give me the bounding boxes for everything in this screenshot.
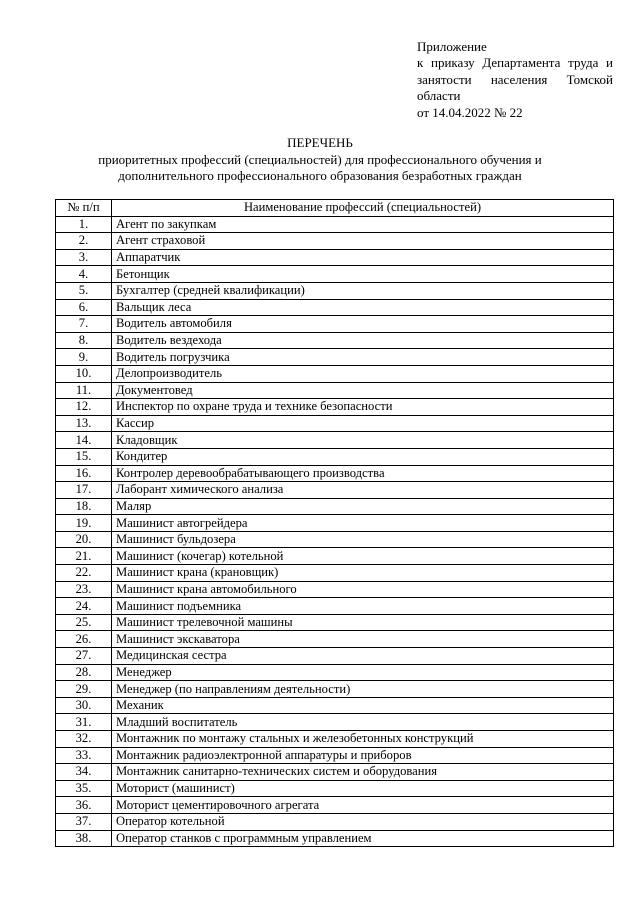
row-number: 34. [56, 764, 112, 781]
profession-name: Инспектор по охране труда и технике безопасности [112, 399, 614, 416]
header-number: № п/п [56, 200, 112, 217]
table-row [56, 216, 614, 233]
row-number: 3. [56, 249, 112, 266]
table-row [56, 515, 614, 532]
profession-name: Бухгалтер (средней квалификации) [112, 282, 614, 299]
profession-name: Менеджер [112, 664, 614, 681]
profession-name: Моторист цементировочного агрегата [112, 797, 614, 814]
row-number: 14. [56, 432, 112, 449]
row-number: 25. [56, 614, 112, 631]
row-number: 26. [56, 631, 112, 648]
row-number: 29. [56, 681, 112, 698]
profession-name: Маляр [112, 498, 614, 515]
table-row [56, 531, 614, 548]
table-row [56, 482, 614, 499]
row-number: 22. [56, 565, 112, 582]
table-row [56, 714, 614, 731]
profession-name: Монтажник по монтажу стальных и железобетонных конструкций [112, 731, 614, 748]
table-row [56, 382, 614, 399]
table-row [56, 266, 614, 283]
table-row [56, 648, 614, 665]
row-number: 38. [56, 830, 112, 847]
row-number: 32. [56, 731, 112, 748]
profession-name: Агент по закупкам [112, 216, 614, 233]
row-number: 4. [56, 266, 112, 283]
row-number: 1. [56, 216, 112, 233]
profession-name: Монтажник радиоэлектронной аппаратуры и приборов [112, 747, 614, 764]
row-number: 17. [56, 482, 112, 499]
row-number: 16. [56, 465, 112, 482]
table-row [56, 664, 614, 681]
row-number: 15. [56, 448, 112, 465]
profession-name: Механик [112, 697, 614, 714]
table-row [56, 598, 614, 615]
profession-name: Водитель автомобиля [112, 316, 614, 333]
table-row [56, 764, 614, 781]
table-row [56, 581, 614, 598]
row-number: 21. [56, 548, 112, 565]
appendix-department-line: занятости населения Томской [417, 71, 613, 87]
title-subtitle-line-1: приоритетных профессий (специальностей) для профессионального обучения и [98, 151, 542, 167]
row-number: 36. [56, 797, 112, 814]
row-number: 27. [56, 648, 112, 665]
row-number: 9. [56, 349, 112, 366]
row-number: 35. [56, 780, 112, 797]
profession-name: Делопроизводитель [112, 365, 614, 382]
profession-name: Бетонщик [112, 266, 614, 283]
profession-name: Машинист подъемника [112, 598, 614, 615]
profession-name: Документовед [112, 382, 614, 399]
profession-name: Кондитер [112, 448, 614, 465]
table-row [56, 349, 614, 366]
profession-name: Агент страховой [112, 233, 614, 250]
row-number: 19. [56, 515, 112, 532]
row-number: 12. [56, 399, 112, 416]
profession-name: Медицинская сестра [112, 648, 614, 665]
table-row [56, 697, 614, 714]
table-row [56, 332, 614, 349]
title-subtitle-line-2: дополнительного профессионального образования безработных граждан [118, 168, 522, 183]
table-row [56, 830, 614, 847]
table-header-row [56, 200, 614, 217]
row-number: 20. [56, 531, 112, 548]
table-row [56, 249, 614, 266]
table-row [56, 731, 614, 748]
profession-name: Машинист крана (крановщик) [112, 565, 614, 582]
row-number: 8. [56, 332, 112, 349]
row-number: 6. [56, 299, 112, 316]
profession-name: Машинист экскаватора [112, 631, 614, 648]
profession-name: Кассир [112, 415, 614, 432]
header-profession: Наименование профессий (специальностей) [112, 200, 614, 217]
document-title [0, 135, 640, 185]
row-number: 7. [56, 316, 112, 333]
table-row [56, 399, 614, 416]
table-row [56, 465, 614, 482]
profession-name: Монтажник санитарно-технических систем и оборудования [112, 764, 614, 781]
profession-name: Менеджер (по направлениям деятельности) [112, 681, 614, 698]
table-row [56, 565, 614, 582]
row-number: 23. [56, 581, 112, 598]
profession-name: Водитель вездехода [112, 332, 614, 349]
profession-name: Машинист крана автомобильного [112, 581, 614, 598]
profession-name: Младший воспитатель [112, 714, 614, 731]
row-number: 2. [56, 233, 112, 250]
row-number: 37. [56, 813, 112, 830]
table-row [56, 747, 614, 764]
row-number: 13. [56, 415, 112, 432]
appendix-label: Приложение [417, 39, 487, 54]
profession-name: Машинист трелевочной машины [112, 614, 614, 631]
profession-name: Машинист (кочегар) котельной [112, 548, 614, 565]
profession-name: Кладовщик [112, 432, 614, 449]
table-row [56, 681, 614, 698]
profession-name: Лаборант химического анализа [112, 482, 614, 499]
profession-name: Водитель погрузчика [112, 349, 614, 366]
table-row [56, 548, 614, 565]
table-row [56, 448, 614, 465]
row-number: 18. [56, 498, 112, 515]
profession-name: Оператор станков с программным управлением [112, 830, 614, 847]
profession-name: Аппаратчик [112, 249, 614, 266]
row-number: 5. [56, 282, 112, 299]
table-row [56, 299, 614, 316]
professions-table [55, 199, 614, 847]
row-number: 11. [56, 382, 112, 399]
appendix-region-line: области [417, 88, 461, 104]
table-row [56, 415, 614, 432]
table-row [56, 614, 614, 631]
table-row [56, 780, 614, 797]
table-row [56, 316, 614, 333]
profession-name: Контролер деревообрабатывающего производства [112, 465, 614, 482]
table-row [56, 631, 614, 648]
profession-name: Вальщик леса [112, 299, 614, 316]
table-row [56, 797, 614, 814]
row-number: 30. [56, 697, 112, 714]
appendix-order-line: к приказу Департамента труда и [417, 55, 613, 71]
row-number: 10. [56, 365, 112, 382]
row-number: 24. [56, 598, 112, 615]
profession-name: Оператор котельной [112, 813, 614, 830]
table-row [56, 813, 614, 830]
table-row [56, 498, 614, 515]
row-number: 28. [56, 664, 112, 681]
table-body [56, 216, 614, 847]
row-number: 31. [56, 714, 112, 731]
appendix-date-line: от 14.04.2022 № 22 [417, 104, 523, 120]
table-row [56, 365, 614, 382]
table-row [56, 432, 614, 449]
table-row [56, 282, 614, 299]
profession-name: Машинист бульдозера [112, 531, 614, 548]
table-row [56, 233, 614, 250]
title-heading: ПЕРЕЧЕНЬ [287, 135, 353, 150]
appendix-block [417, 39, 613, 121]
profession-name: Моторист (машинист) [112, 780, 614, 797]
row-number: 33. [56, 747, 112, 764]
profession-name: Машинист автогрейдера [112, 515, 614, 532]
